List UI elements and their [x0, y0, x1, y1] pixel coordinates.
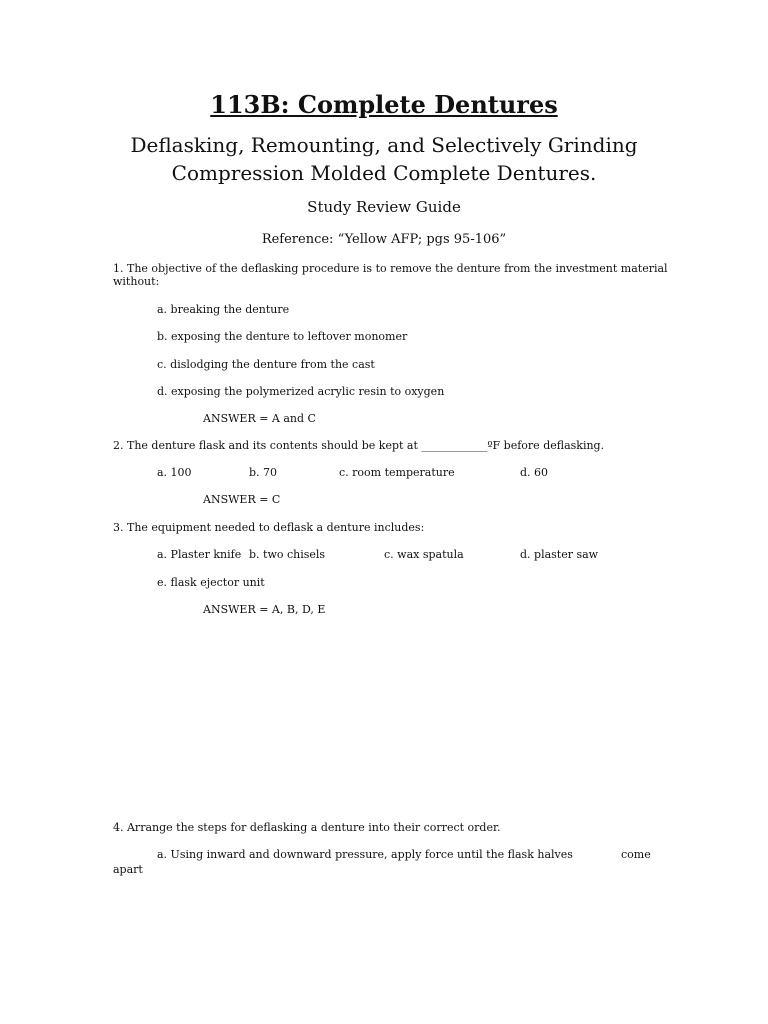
- study-guide-heading: Study Review Guide: [307, 198, 461, 216]
- q3-option-b: b. two chisels: [249, 548, 326, 561]
- q1-option-d: d. exposing the polymerized acrylic resin to oxygen: [157, 385, 445, 398]
- q3-option-d: d. plaster saw: [520, 548, 599, 561]
- document-title: 113B: Complete Dentures: [210, 90, 558, 119]
- q2-answer: ANSWER = C: [203, 493, 281, 506]
- question-1-text: 1. The objective of the deflasking procedure is to remove the denture from the investment material without:: [113, 262, 668, 288]
- q1-option-b: b. exposing the denture to leftover monomer: [157, 330, 408, 343]
- q4-step-a-end: come: [621, 848, 651, 861]
- subtitle-line-2: Compression Molded Complete Dentures.: [171, 161, 597, 185]
- q2-option-a: a. 100: [157, 466, 192, 479]
- q1-option-a: a. breaking the denture: [157, 303, 290, 316]
- q1-option-c: c. dislodging the denture from the cast: [157, 358, 375, 371]
- q1-answer: ANSWER = A and C: [203, 412, 316, 425]
- q4-step-a: a. Using inward and downward pressure, apply force until the flask halves: [157, 848, 573, 861]
- question-3-text: 3. The equipment needed to deflask a denture includes:: [113, 521, 425, 534]
- q2-option-b: b. 70: [249, 466, 278, 479]
- q4-step-a-continued: apart: [113, 863, 143, 876]
- reference-line: Reference: “Yellow AFP; pgs 95-106”: [261, 232, 507, 247]
- question-2-text: 2. The denture flask and its contents should be kept at ____________ºF before deflasking.: [113, 439, 605, 452]
- q3-option-c: c. wax spatula: [384, 548, 464, 561]
- subtitle-line-1: Deflasking, Remounting, and Selectively Grinding: [130, 133, 638, 157]
- q3-option-a: a. Plaster knife: [157, 548, 242, 561]
- question-4-text: 4. Arrange the steps for deflasking a denture into their correct order.: [113, 821, 501, 834]
- q3-answer: ANSWER = A, B, D, E: [203, 603, 326, 616]
- q2-option-c: c. room temperature: [339, 466, 455, 479]
- q2-option-d: d. 60: [520, 466, 549, 479]
- q3-option-e: e. flask ejector unit: [157, 576, 265, 589]
- document-subtitle: [0, 131, 768, 187]
